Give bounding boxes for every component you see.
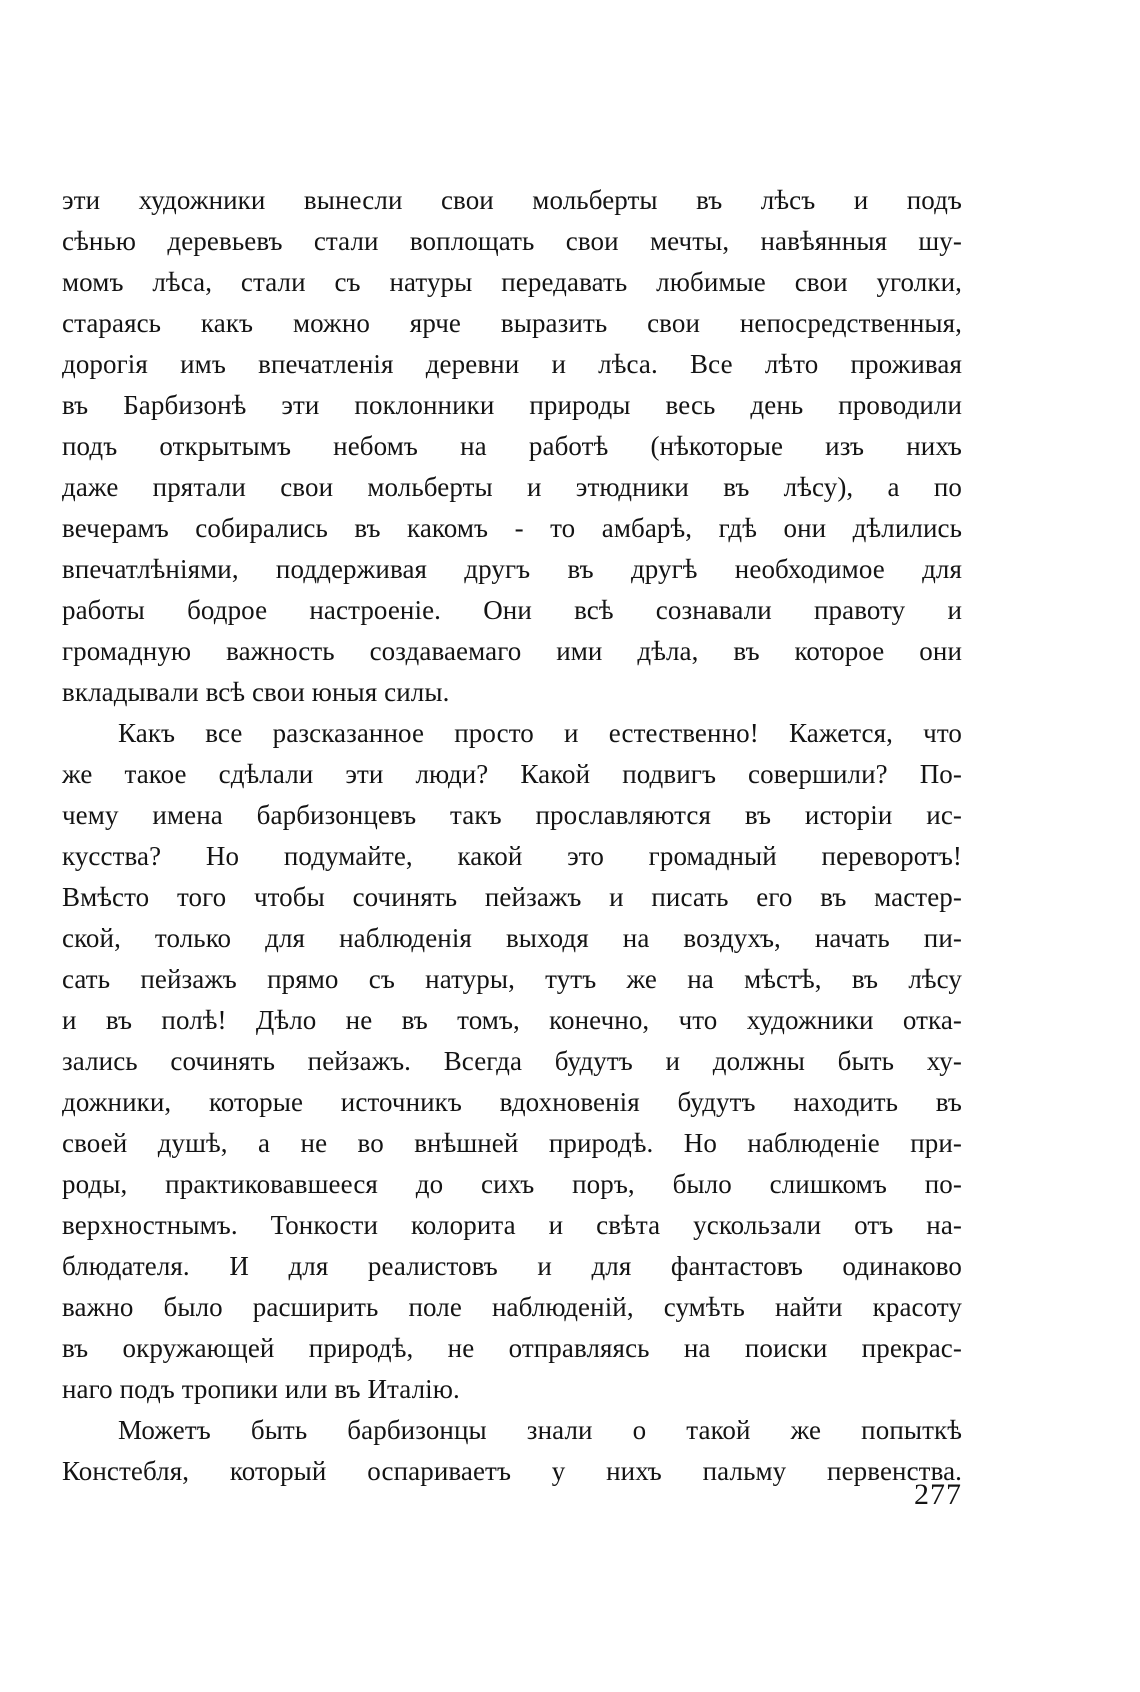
text-line: эти художники вынесли свои мольберты въ лѣсъ и подъ [62,185,962,215]
text-line: зались сочинять пейзажъ. Всегда будутъ и должны быть ху- [62,1046,962,1076]
text-line: же такое сдѣлали эти люди? Какой подвигъ совершили? По- [62,759,962,789]
text-line: верхностнымъ. Тонкости колорита и свѣта ускользали отъ на- [62,1210,962,1240]
text-line: момъ лѣса, стали съ натуры передавать любимые свои уголки, [62,267,962,297]
text-line: вечерамъ собирались въ какомъ - то амбарѣ, гдѣ они дѣлились [62,513,962,543]
text-line: ской, только для наблюденія выходя на воздухъ, начать пи- [62,923,962,953]
text-line: громадную важность создаваемаго ими дѣла, въ которое они [62,636,962,666]
text-line: стараясь какъ можно ярче выразить свои непосредственныя, [62,308,962,338]
text-line: Констебля, который оспариваетъ у нихъ пальму первенства. [62,1456,962,1486]
text-line: Вмѣсто того чтобы сочинять пейзажъ и писать его въ мастер- [62,882,962,912]
text-line: своей душѣ, а не во внѣшней природѣ. Но наблюденіе при- [62,1128,962,1158]
text-line: роды, практиковавшееся до сихъ поръ, было слишкомъ по- [62,1169,962,1199]
text-line: и въ полѣ! Дѣло не въ томъ, конечно, что художники отка- [62,1005,962,1035]
text-line: въ Барбизонѣ эти поклонники природы весь день проводили [62,390,962,420]
paragraph [62,1410,962,1492]
text-line: работы бодрое настроеніе. Они всѣ сознавали правоту и [62,595,962,625]
text-line: въ окружающей природѣ, не отправляясь на поиски прекрас- [62,1333,962,1363]
text-line: дорогія имъ впечатленія деревни и лѣса. Все лѣто проживая [62,349,962,379]
text-line: подъ открытымъ небомъ на работѣ (нѣкоторые изъ нихъ [62,431,962,461]
text-line: кусства? Но подумайте, какой это громадный переворотъ! [62,841,962,871]
text-line: важно было расширить поле наблюденій, сумѣть найти красоту [62,1292,962,1322]
page-number: 277 [914,1478,962,1511]
text-line: даже прятали свои мольберты и этюдники въ лѣсу), а по [62,472,962,502]
body-text [62,180,962,1492]
text-line: дожники, которые источникъ вдохновенія будутъ находить въ [62,1087,962,1117]
text-line: вкладывали всѣ свои юныя силы. [62,677,450,707]
text-line: Какъ все разсказанное просто и естественно! Кажется, что [118,718,962,748]
text-line: впечатлѣніями, поддерживая другъ въ другѣ необходимое для [62,554,962,584]
text-line: чему имена барбизонцевъ такъ прославляются въ исторіи ис- [62,800,962,830]
text-line: блюдателя. И для реалистовъ и для фантастовъ одинаково [62,1251,962,1281]
text-line: сать пейзажъ прямо съ натуры, тутъ же на мѣстѣ, въ лѣсу [62,964,962,994]
text-line: Можетъ быть барбизонцы знали о такой же попыткѣ [118,1415,962,1445]
text-line: наго подъ тропики или въ Италію. [62,1374,460,1404]
paragraph [62,180,962,713]
text-line: сѣнью деревьевъ стали воплощать свои мечты, навѣянныя шу- [62,226,962,256]
paragraph [62,713,962,1410]
